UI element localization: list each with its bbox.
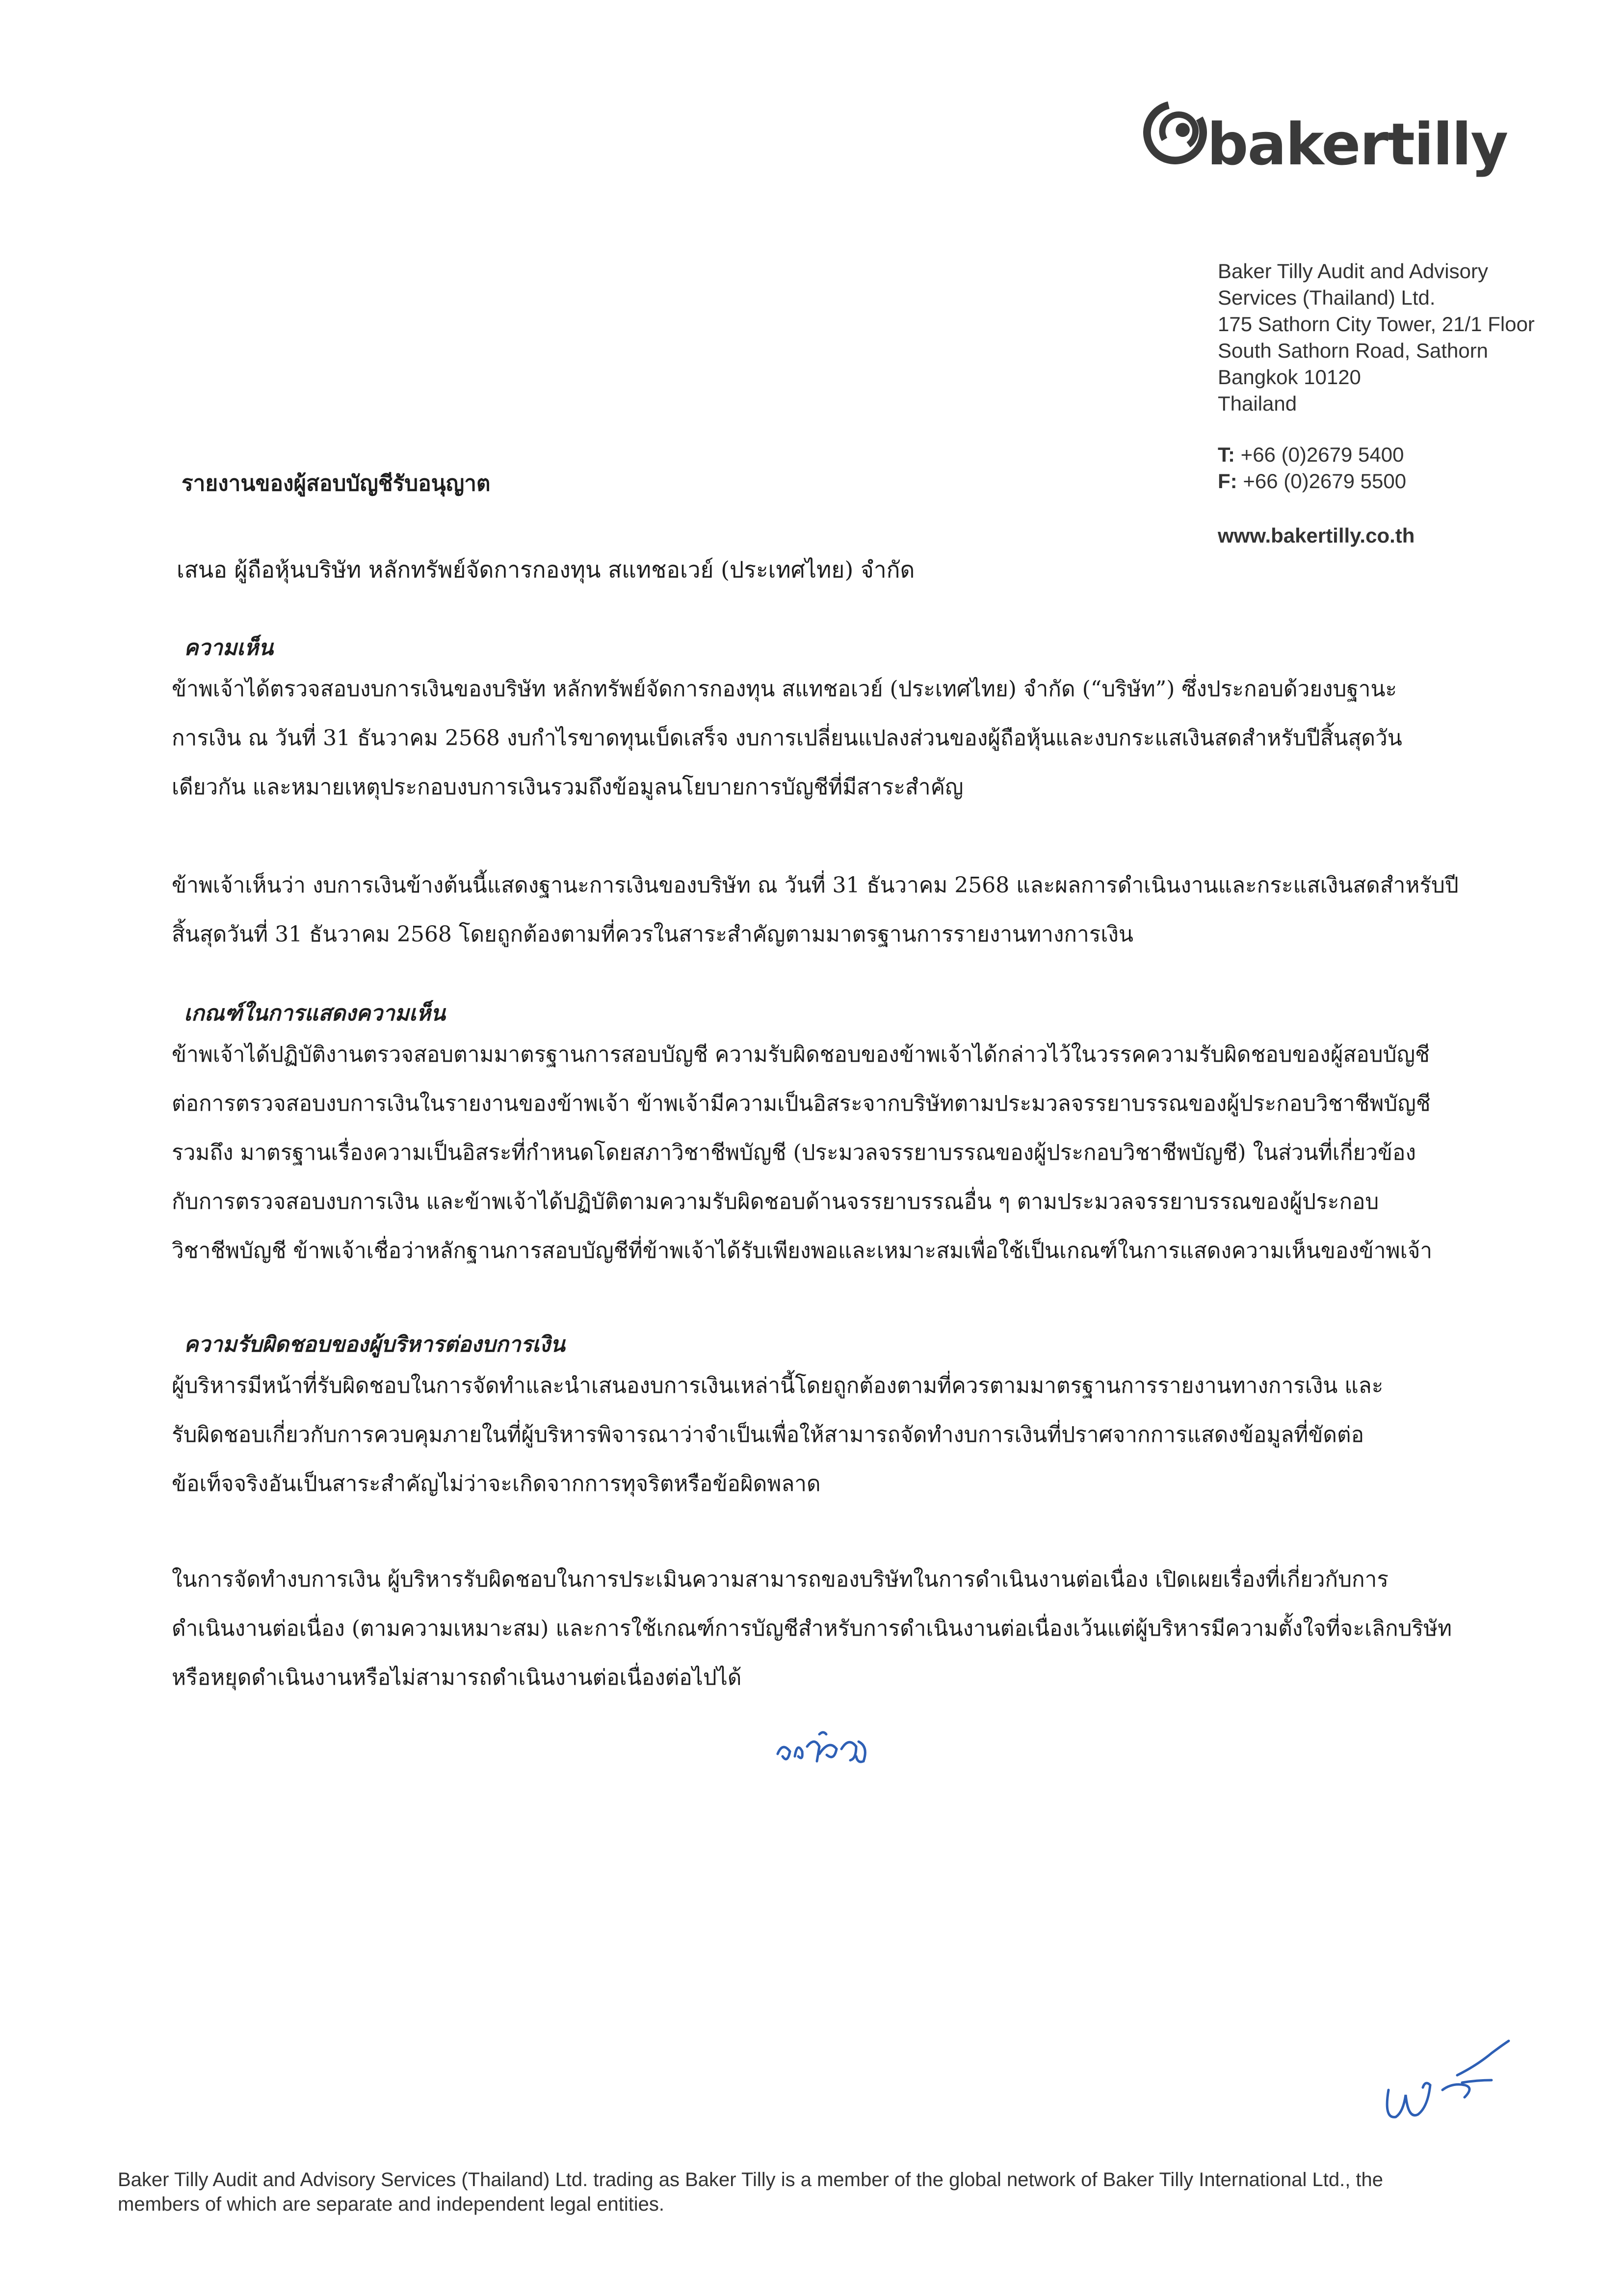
management-heading: ความรับผิดชอบของผู้บริหารต่องบการเงิน — [184, 1332, 565, 1357]
website-link[interactable]: www.bakertilly.co.th — [1218, 524, 1415, 547]
opinion-heading: ความเห็น — [184, 635, 273, 660]
fax-number: +66 (0)2679 5500 — [1243, 470, 1407, 493]
phone-label: T: — [1218, 443, 1235, 466]
basis-heading: เกณฑ์ในการแสดงความเห็น — [184, 1001, 445, 1026]
address-line: Baker Tilly Audit and Advisory — [1218, 260, 1488, 283]
paragraph-line: ข้าพเจ้าเห็นว่า งบการเงินข้างต้นนี้แสดงฐานะการเงินของบริษัท ณ วันที่ 31 ธันวาคม 2568 และผลการดำเนินงานและกระแสเงินสดสำหรับปี — [172, 873, 1459, 898]
paragraph-line: ข้อเท็จจริงอันเป็นสาระสำคัญไม่ว่าจะเกิดจากการทุจริตหรือข้อผิดพลาด — [172, 1471, 821, 1496]
paragraph-line: กับการตรวจสอบงบการเงิน และข้าพเจ้าได้ปฏิบัติตามความรับผิดชอบด้านจรรยาบรรณอื่น ๆ ตามประมวลจรรยาบรรณของผู้ประกอบ — [172, 1189, 1379, 1214]
baker-tilly-logo — [1143, 101, 1508, 194]
paragraph-line: เดียวกัน และหมายเหตุประกอบงบการเงินรวมถึงข้อมูลนโยบายการบัญชีที่มีสาระสำคัญ — [172, 775, 964, 800]
opinion-paragraph-2 — [172, 861, 1492, 959]
management-paragraph-1 — [172, 1361, 1492, 1509]
phone-line — [1218, 442, 1406, 468]
footer-line: Baker Tilly Audit and Advisory Services (Thailand) Ltd. trading as Baker Tilly is a member of the global network of Baker Tilly International Ltd., the — [118, 2169, 1384, 2191]
paragraph-line: ดำเนินงานต่อเนื่อง (ตามความเหมาะสม) และการใช้เกณฑ์การบัญชีสำหรับการดำเนินงานต่อเนื่องเว้นแต่ผู้บริหารมีความตั้งใจที่จะเลิกบริษัท — [172, 1616, 1452, 1641]
address-line: Bangkok 10120 — [1218, 365, 1361, 389]
address-line: Services (Thailand) Ltd. — [1218, 286, 1436, 309]
paragraph-line: ข้าพเจ้าได้ตรวจสอบงบการเงินของบริษัท หลักทรัพย์จัดการกองทุน สแทชอเวย์ (ประเทศไทย) จำกัด (“บริษัท”) ซึ่งประกอบด้วยงบฐานะ — [172, 677, 1397, 702]
address-line: 175 Sathorn City Tower, 21/1 Floor — [1218, 313, 1535, 336]
phone-number: +66 (0)2679 5400 — [1240, 443, 1404, 466]
fax-line — [1218, 468, 1406, 495]
paragraph-line: ข้าพเจ้าได้ปฏิบัติงานตรวจสอบตามมาตรฐานการสอบบัญชี ความรับผิดชอบของข้าพเจ้าได้กล่าวไว้ในวรรคความรับผิดชอบของผู้สอบบัญชี — [172, 1042, 1430, 1067]
address-line: South Sathorn Road, Sathorn — [1218, 339, 1489, 362]
footer-line: members of which are separate and independent legal entities. — [118, 2193, 665, 2215]
paragraph-line: รวมถึง มาตรฐานเรื่องความเป็นอิสระที่กำหนดโดยสภาวิชาชีพบัญชี (ประมวลจรรยาบรรณของผู้ประกอบวิชาชีพบัญชี) ในส่วนที่เกี่ยวข้อง — [172, 1140, 1416, 1165]
management-paragraph-2 — [172, 1555, 1492, 1702]
opinion-paragraph-1 — [172, 665, 1492, 812]
footer-disclaimer — [118, 2167, 1541, 2217]
handwritten-signature — [1374, 2036, 1531, 2129]
paragraph-line: หรือหยุดดำเนินงานหรือไม่สามารถดำเนินงานต่อเนื่องต่อไปได้ — [172, 1665, 742, 1690]
basis-paragraph — [172, 1030, 1492, 1276]
paragraph-line: ต่อการตรวจสอบงบการเงินในรายงานของข้าพเจ้า ข้าพเจ้ามีความเป็นอิสระจากบริษัทตามประมวลจรรยาบรรณของผู้ประกอบวิชาชีพบัญชี — [172, 1091, 1431, 1116]
handwritten-initials — [773, 1720, 891, 1774]
report-title: รายงานของผู้สอบบัญชีรับอนุญาต — [182, 471, 491, 496]
paragraph-line: สิ้นสุดวันที่ 31 ธันวาคม 2568 โดยถูกต้องตามที่ควรในสาระสำคัญตามมาตรฐานการรายงานทางการเงิน — [172, 922, 1133, 947]
logo-wordmark: bakertilly — [1207, 110, 1508, 178]
address-line: Thailand — [1218, 392, 1297, 415]
report-addressee: เสนอ ผู้ถือหุ้นบริษัท หลักทรัพย์จัดการกองทุน สแทชอเวย์ (ประเทศไทย) จำกัด — [177, 556, 915, 583]
paragraph-line: ผู้บริหารมีหน้าที่รับผิดชอบในการจัดทำและนำเสนองบการเงินเหล่านี้โดยถูกต้องตามที่ควรตามมาตรฐานการรายงานทางการเงิน และ — [172, 1373, 1384, 1398]
paragraph-line: วิชาชีพบัญชี ข้าพเจ้าเชื่อว่าหลักฐานการสอบบัญชีที่ข้าพเจ้าได้รับเพียงพอและเหมาะสมเพื่อใช้เป็นเกณฑ์ในการแสดงความเห็นของข้าพเจ้า — [172, 1238, 1433, 1263]
company-address — [1218, 258, 1610, 417]
baker-tilly-swirl-icon — [1143, 101, 1207, 164]
paragraph-line: รับผิดชอบเกี่ยวกับการควบคุมภายในที่ผู้บริหารพิจารณาว่าจำเป็นเพื่อให้สามารถจัดทำงบการเงินที่ปราศจากการแสดงข้อมูลที่ขัดต่อ — [172, 1422, 1364, 1447]
contact-block — [1218, 442, 1406, 495]
fax-label: F: — [1218, 470, 1237, 493]
paragraph-line: ในการจัดทำงบการเงิน ผู้บริหารรับผิดชอบในการประเมินความสามารถของบริษัทในการดำเนินงานต่อเนื่อง เปิดเผยเรื่องที่เกี่ยวกับการ — [172, 1567, 1388, 1592]
paragraph-line: การเงิน ณ วันที่ 31 ธันวาคม 2568 งบกำไรขาดทุนเบ็ดเสร็จ งบการเปลี่ยนแปลงส่วนของผู้ถือหุ้นและงบกระแสเงินสดสำหรับปีสิ้นสุดวัน — [172, 726, 1402, 751]
